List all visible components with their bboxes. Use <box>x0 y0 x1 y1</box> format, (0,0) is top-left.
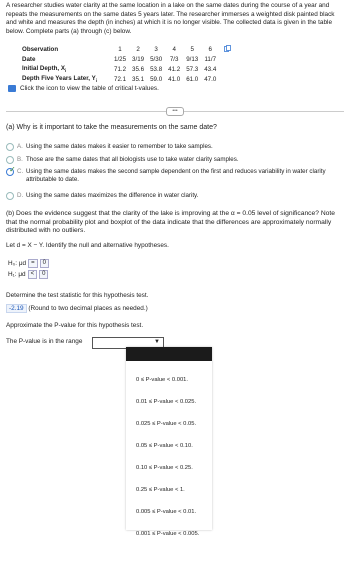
option-a[interactable] <box>6 143 344 151</box>
pvalue-range-label: The P-value is in the range <box>6 338 83 345</box>
option-d[interactable] <box>6 192 344 200</box>
part-a-question: (a) Why is it important to take the measurements on the same date? <box>6 124 217 131</box>
rounding-note: (Round to two decimal places as needed.) <box>28 305 148 312</box>
table-row <box>8 74 234 84</box>
table-cell: 41.2 <box>168 65 181 73</box>
table-cell: 5 <box>190 45 194 53</box>
critical-values-link-text: Click the icon to view the table of critical t-values. <box>20 85 159 92</box>
h1-value-input[interactable]: 0 <box>39 270 48 279</box>
table-row <box>8 44 234 54</box>
option-b[interactable] <box>6 156 344 164</box>
h1-label: H₁: μd <box>8 271 26 278</box>
option-letter: B. <box>17 156 23 163</box>
pvalue-prompt: Approximate the P-value for this hypothesis test. <box>6 322 144 329</box>
table-cell: 43.4 <box>204 65 217 73</box>
option-text: Those are the same dates that all biologists use to take water clarity samples. <box>26 156 239 163</box>
test-stat-answer <box>6 305 148 312</box>
table-cell: 9/13 <box>186 55 199 63</box>
radio-button[interactable] <box>6 156 14 164</box>
dropdown-option[interactable]: 0.001 ≤ P-value < 0.005. <box>136 531 200 537</box>
table-cell: 2 <box>136 45 140 53</box>
row-label: Depth Five Years Later, $Y_i$ <box>22 74 97 84</box>
table-cell: 57.3 <box>186 65 199 73</box>
table-cell: 4 <box>172 45 176 53</box>
menu-highlight-bar[interactable] <box>126 347 212 361</box>
null-hypothesis <box>8 259 49 268</box>
more-button[interactable]: ••• <box>166 107 184 116</box>
table-row <box>8 54 234 64</box>
copy-icon[interactable] <box>219 44 234 54</box>
table-cell: 35.1 <box>132 75 145 83</box>
dropdown-option[interactable]: 0.01 ≤ P-value < 0.025. <box>136 399 197 405</box>
option-letter: A. <box>17 143 23 150</box>
dropdown-option[interactable]: 0 ≤ P-value < 0.001. <box>136 377 189 383</box>
table-cell: 11/7 <box>204 55 217 63</box>
h0-label: H₀: μd <box>8 260 27 267</box>
table-cell: 35.6 <box>132 65 145 73</box>
table-cell: 72.1 <box>114 75 127 83</box>
table-cell: 47.0 <box>204 75 217 83</box>
option-text: Using the same dates makes the second sample dependent on the first and reduces variability in water clarity attributable to date. <box>26 168 326 183</box>
table-cell: 61.0 <box>186 75 199 83</box>
table-cell: 1/25 <box>114 55 127 63</box>
dropdown-arrow-icon: ▼ <box>154 339 160 345</box>
table-icon[interactable] <box>8 85 16 92</box>
table-cell: 5/30 <box>150 55 163 63</box>
dropdown-option[interactable]: 0.005 ≤ P-value < 0.01. <box>136 509 197 515</box>
option-letter: D. <box>17 192 24 199</box>
h0-operator-select[interactable]: = <box>28 259 38 268</box>
table-row <box>8 64 234 74</box>
option-text: Using the same dates maximizes the difference in water clarity. <box>26 192 199 199</box>
table-cell: 1 <box>118 45 122 53</box>
test-stat-prompt: Determine the test statistic for this hypothesis test. <box>6 292 149 299</box>
radio-button[interactable] <box>6 143 14 151</box>
dropdown-option[interactable]: 0.10 ≤ P-value < 0.25. <box>136 465 193 471</box>
radio-button[interactable] <box>6 192 14 200</box>
dropdown-option[interactable]: 0.25 ≤ P-value < 1. <box>136 487 185 493</box>
table-cell: 53.8 <box>150 65 163 73</box>
option-text: Using the same dates makes it easier to remember to take samples. <box>26 143 213 150</box>
table-cell: 41.0 <box>168 75 181 83</box>
row-label: Date <box>22 55 36 63</box>
test-stat-input[interactable]: -2.19 <box>6 304 27 313</box>
critical-values-link[interactable] <box>8 85 159 92</box>
alternative-hypothesis <box>8 270 48 279</box>
dropdown-option[interactable]: 0.05 ≤ P-value < 0.10. <box>136 443 193 449</box>
table-cell: 3 <box>154 45 158 53</box>
row-label: Observation <box>22 45 59 53</box>
row-label: Initial Depth, $X_i$ <box>22 64 67 74</box>
data-table <box>8 44 234 84</box>
table-cell: 6 <box>208 45 212 53</box>
h0-value-input[interactable]: 0 <box>40 259 49 268</box>
radio-button-selected[interactable] <box>6 165 16 176</box>
option-c[interactable] <box>6 165 344 184</box>
table-cell: 59.0 <box>150 75 163 83</box>
checkmark-icon: ✓ <box>9 165 16 174</box>
problem-intro: A researcher studies water clarity at the same location in a lake on the same dates during the course of a year and repeats the measurements on the same dates 5 years later. The researcher immerses a weighted disk painted black and white and measures the depth (in inches) at which it is no longer visible. The collected data is given in the table below. Complete parts (a) through (c) below. <box>6 2 335 35</box>
table-cell: 3/19 <box>132 55 145 63</box>
dropdown-menu <box>126 347 212 537</box>
table-cell: 7/3 <box>169 55 179 63</box>
h1-operator-select[interactable]: < <box>28 270 38 279</box>
dropdown-option[interactable]: 0.025 ≤ P-value < 0.05. <box>136 421 197 427</box>
let-statement: Let d = X − Y. Identify the null and alternative hypotheses. <box>6 242 169 249</box>
table-cell: 71.2 <box>114 65 127 73</box>
part-b-question: (b) Does the evidence suggest that the clarity of the lake is improving at the α = 0.05 level of significance? Note that the normal probability plot and boxplot of the data indicate that the differences are approximately normally distributed with no outliers. <box>6 210 335 234</box>
option-letter: C. <box>17 168 24 175</box>
